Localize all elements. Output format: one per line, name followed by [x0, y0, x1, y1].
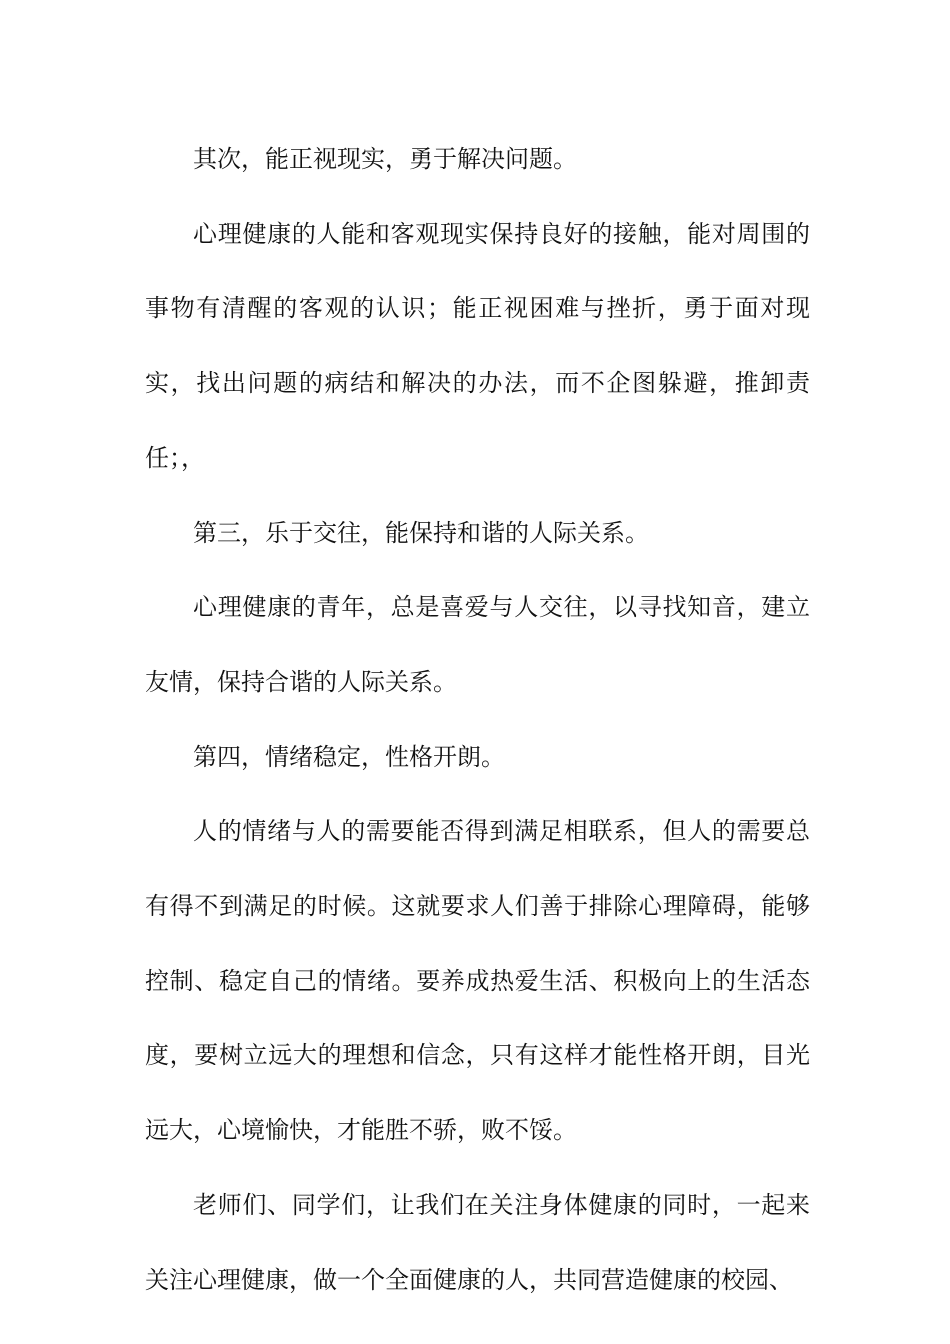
paragraph-3: 第三，乐于交往，能保持和谐的人际关系。: [193, 518, 649, 547]
paragraph-6: 人的情绪与人的需要能否得到满足相联系，但人的需要总有得不到满足的时候。这就要求人们善于排除心理障碍，能够控制、稳定自己的情绪。要养成热爱生活、积极向上的生活态度，要树立远大的理想和信念，只有这样才能性格开朗，目光远大，心境愉快，才能胜不骄，败不馁。: [145, 817, 810, 1145]
paragraph-5: 第四，情绪稳定，性格开朗。: [193, 742, 505, 771]
paragraph-2: 心理健康的人能和客观现实保持良好的接触，能对周围的事物有清醒的客观的认识；能正视困难与挫折，勇于面对现实，找出问题的病结和解决的办法，而不企图躲避，推卸责任；，: [145, 219, 810, 472]
paragraph-4: 心理健康的青年，总是喜爱与人交往，以寻找知音，建立友情，保持合谐的人际关系。: [145, 593, 810, 696]
document-body: [145, 122, 810, 1317]
paragraph-7: 老师们、同学们，让我们在关注身体健康的同时，一起来关注心理健康，做一个全面健康的人，共同营造健康的校园、: [145, 1190, 810, 1294]
paragraph-1: 其次，能正视现实，勇于解决问题。: [193, 145, 577, 173]
